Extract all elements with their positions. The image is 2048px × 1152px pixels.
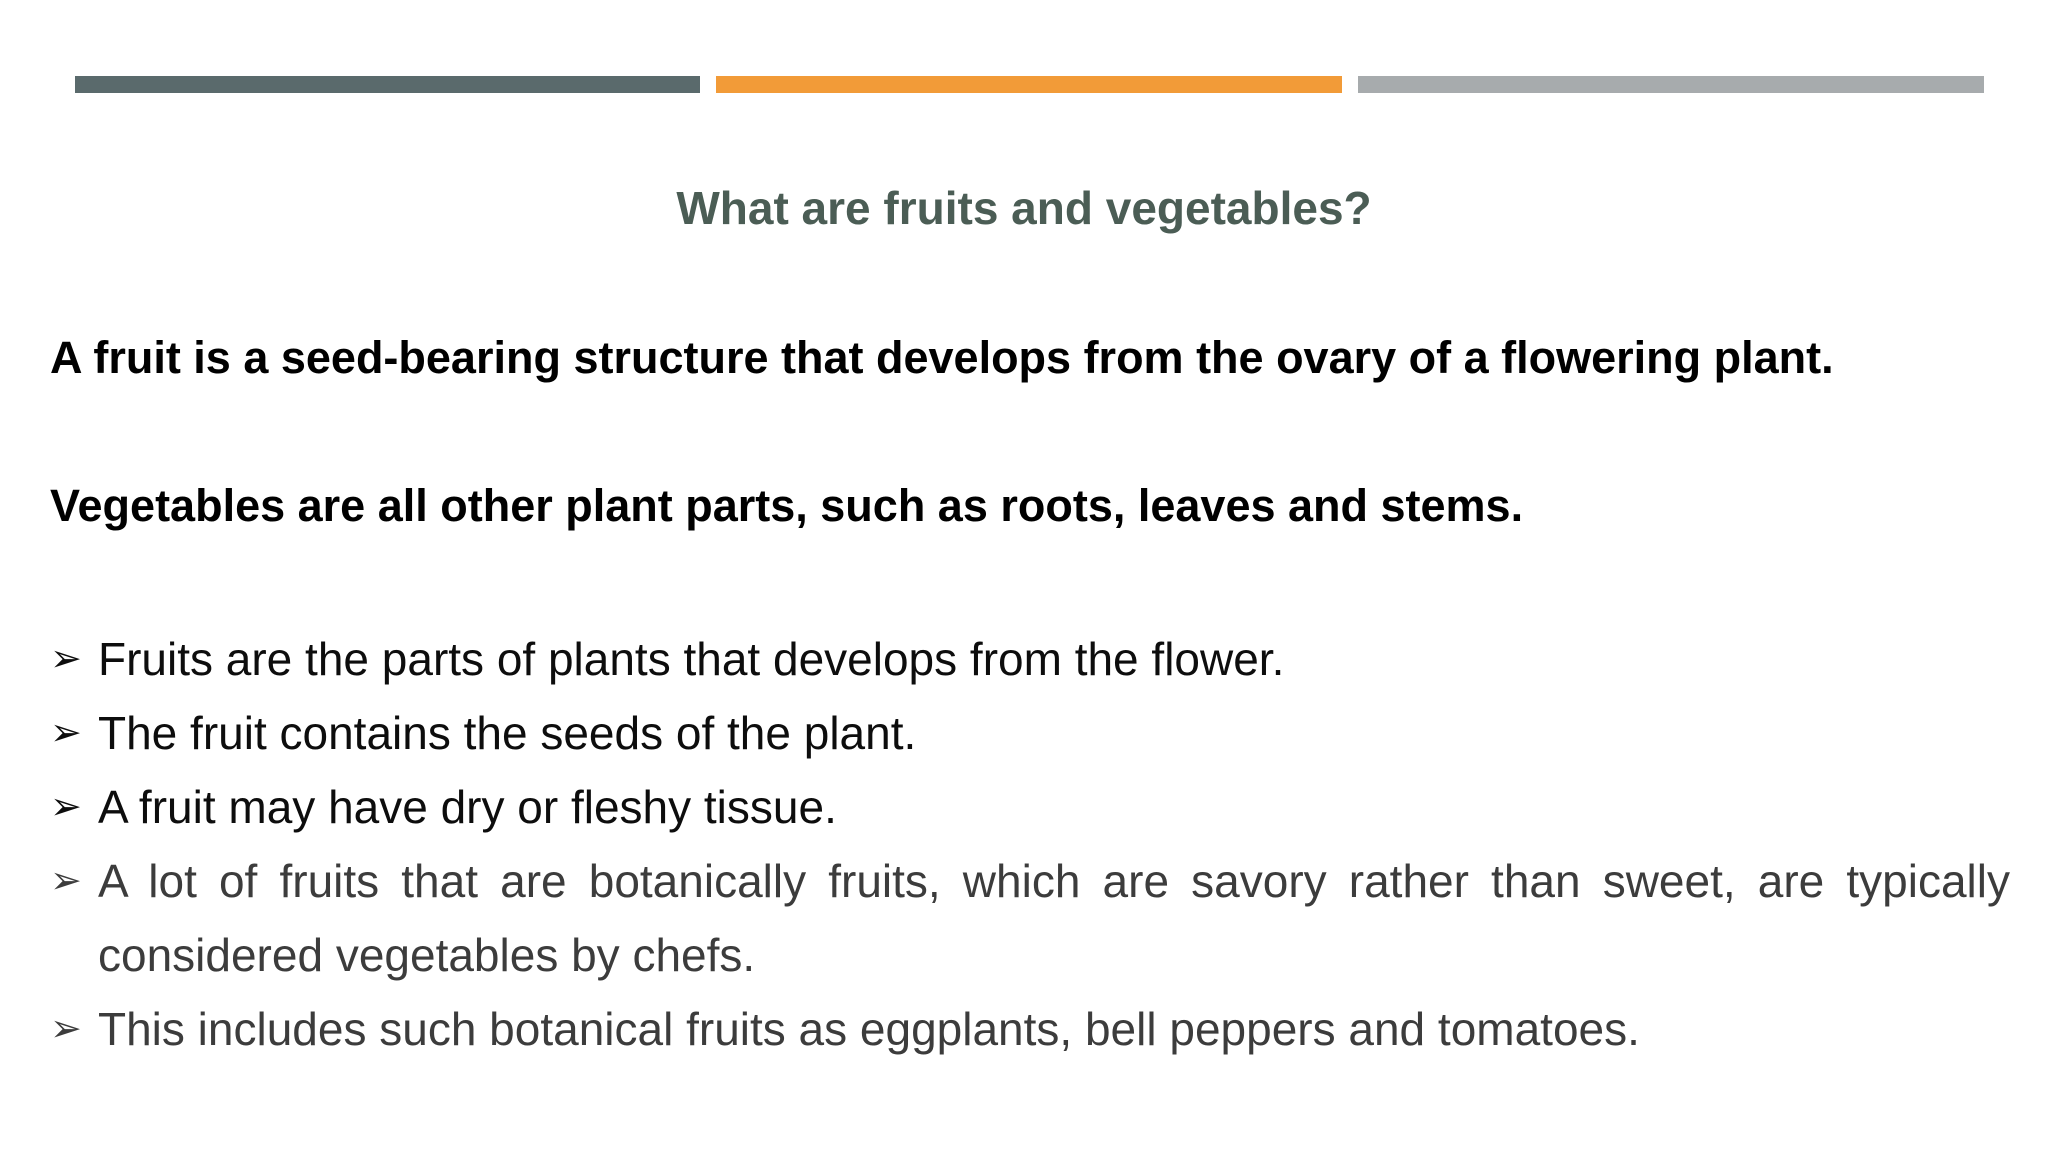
fruit-definition: A fruit is a seed-bearing structure that develops from the ovary of a flowering plant. xyxy=(50,332,1834,383)
accent-bar-orange xyxy=(716,76,1342,93)
bullet-item xyxy=(50,770,2010,844)
slide-title: What are fruits and vegetables? xyxy=(676,182,1372,234)
bullet-item xyxy=(50,844,2010,992)
arrowhead-bullet-icon: ➢ xyxy=(50,638,82,680)
bullet-text: A lot of fruits that are botanically fruits, which are savory rather than sweet, are typically considered vegetables by chefs. xyxy=(98,855,2010,981)
bullet-item xyxy=(50,696,2010,770)
arrowhead-bullet-icon: ➢ xyxy=(50,712,82,754)
bullet-item xyxy=(50,992,2010,1066)
vegetable-definition: Vegetables are all other plant parts, such as roots, leaves and stems. xyxy=(50,480,1524,531)
bullet-text: The fruit contains the seeds of the plant. xyxy=(98,707,917,759)
accent-bar-dark xyxy=(75,76,700,93)
bullet-item xyxy=(50,622,2010,696)
bullet-text: Fruits are the parts of plants that develops from the flower. xyxy=(98,633,1285,685)
bullet-text: A fruit may have dry or fleshy tissue. xyxy=(98,781,837,833)
arrowhead-bullet-icon: ➢ xyxy=(50,786,82,828)
arrowhead-bullet-icon: ➢ xyxy=(50,860,82,902)
bullet-text: This includes such botanical fruits as eggplants, bell peppers and tomatoes. xyxy=(98,1003,1640,1055)
arrowhead-bullet-icon: ➢ xyxy=(50,1008,82,1050)
bullet-list xyxy=(50,622,2010,1066)
accent-bar-gray xyxy=(1358,76,1984,93)
